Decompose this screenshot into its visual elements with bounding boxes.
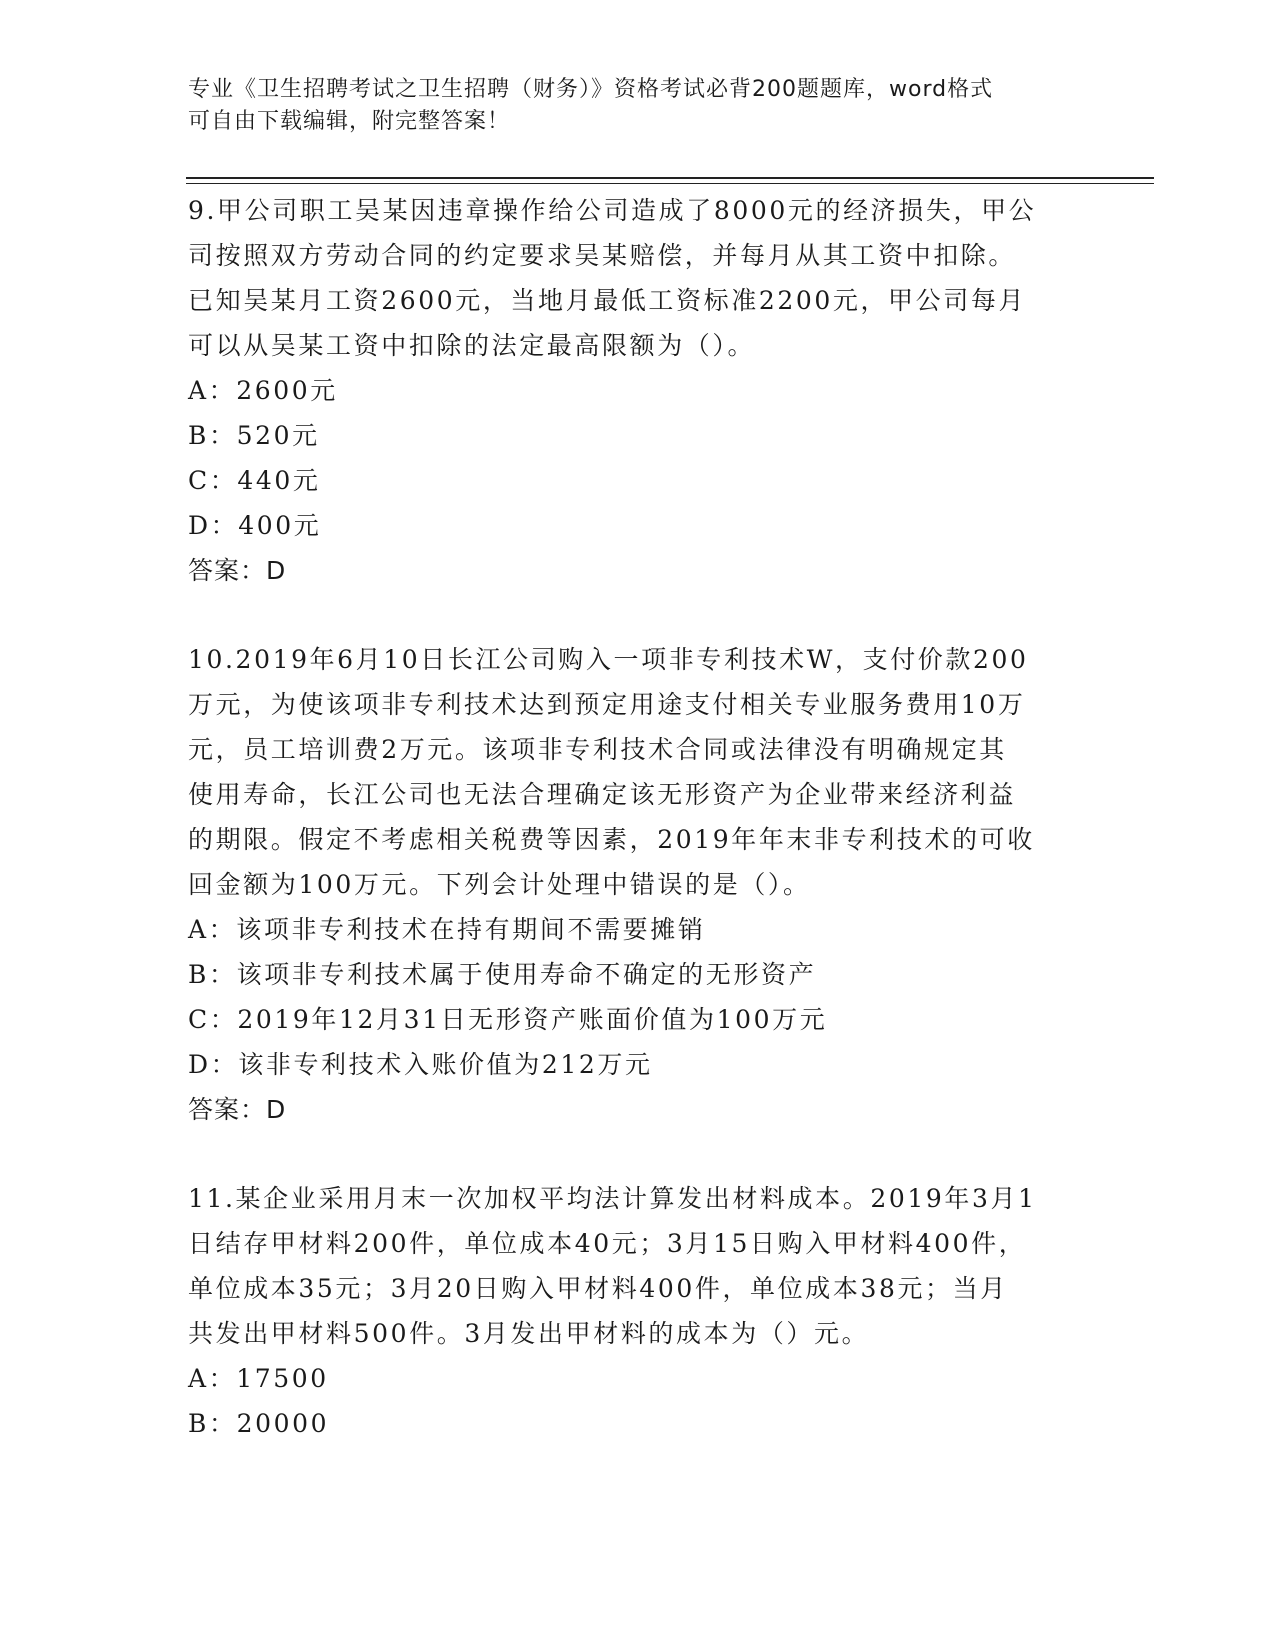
option-a: A：17500 bbox=[188, 1364, 329, 1393]
question-stem-line: 11.某企业采用月末一次加权平均法计算发出材料成本。2019年3月1 bbox=[188, 1184, 1037, 1213]
option-c: C：440元 bbox=[188, 466, 321, 495]
option-c: C：2019年12月31日无形资产账面价值为100万元 bbox=[188, 1005, 828, 1034]
question-stem-line: 万元，为使该项非专利技术达到预定用途支付相关专业服务费用10万 bbox=[188, 690, 1026, 719]
question-stem-line: 单位成本35元；3月20日购入甲材料400件，单位成本38元；当月 bbox=[188, 1274, 1008, 1303]
question-9 bbox=[188, 188, 1088, 593]
option-a: A：该项非专利技术在持有期间不需要摊销 bbox=[188, 915, 706, 944]
answer-line: 答案：D bbox=[188, 1095, 287, 1124]
question-list bbox=[188, 188, 1088, 1490]
question-stem-line: 10.2019年6月10日长江公司购入一项非专利技术W，支付价款200 bbox=[188, 645, 1029, 674]
option-b: B：520元 bbox=[188, 421, 320, 450]
header-line-2: 可自由下载编辑，附完整答案！ bbox=[188, 109, 511, 134]
answer-line: 答案：D bbox=[188, 556, 287, 585]
question-stem-line: 的期限。假定不考虑相关税费等因素，2019年年末非专利技术的可收 bbox=[188, 825, 1035, 854]
header-divider-thin bbox=[186, 183, 1154, 184]
question-stem-line: 元，员工培训费2万元。该项非专利技术合同或法律没有明确规定其 bbox=[188, 735, 1007, 764]
question-stem-line: 已知吴某月工资2600元，当地月最低工资标准2200元，甲公司每月 bbox=[188, 286, 1027, 315]
question-stem-line: 9.甲公司职工吴某因违章操作给公司造成了8000元的经济损失，甲公 bbox=[188, 196, 1037, 225]
question-stem-line: 回金额为100万元。下列会计处理中错误的是（）。 bbox=[188, 870, 811, 899]
question-stem-line: 可以从吴某工资中扣除的法定最高限额为（）。 bbox=[188, 331, 756, 360]
question-stem-line: 司按照双方劳动合同的约定要求吴某赔偿，并每月从其工资中扣除。 bbox=[188, 241, 1017, 270]
document-header bbox=[188, 74, 1068, 138]
question-stem-line: 日结存甲材料200件，单位成本40元；3月15日购入甲材料400件， bbox=[188, 1229, 1027, 1258]
option-b: B：该项非专利技术属于使用寿命不确定的无形资产 bbox=[188, 960, 817, 989]
question-stem-line: 使用寿命，长江公司也无法合理确定该无形资产为企业带来经济利益 bbox=[188, 780, 1017, 809]
option-b: B：20000 bbox=[188, 1409, 330, 1438]
question-10 bbox=[188, 637, 1088, 1132]
option-a: A：2600元 bbox=[188, 376, 338, 405]
option-d: D：400元 bbox=[188, 511, 322, 540]
question-stem-line: 共发出甲材料500件。3月发出甲材料的成本为（）元。 bbox=[188, 1319, 870, 1348]
question-11 bbox=[188, 1176, 1088, 1446]
header-line-1: 专业《卫生招聘考试之卫生招聘（财务）》资格考试必背200题题库，word格式 bbox=[188, 77, 994, 102]
option-d: D：该非专利技术入账价值为212万元 bbox=[188, 1050, 653, 1079]
header-divider-thick bbox=[186, 177, 1154, 179]
